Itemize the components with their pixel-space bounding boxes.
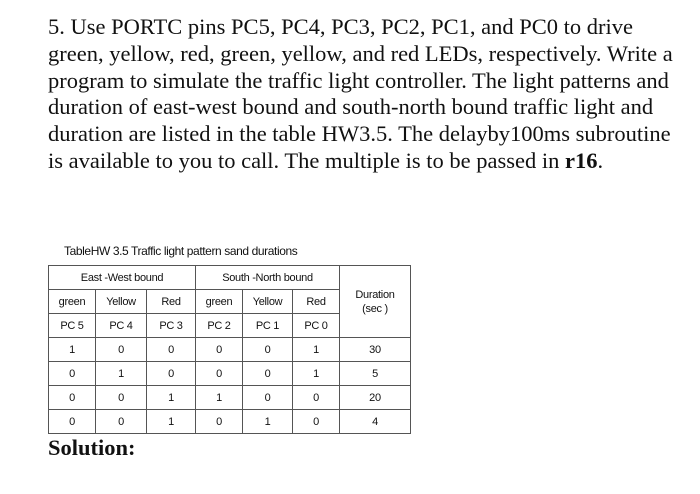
south-north-header: South -North bound: [196, 266, 340, 290]
pin-header: PC 5: [49, 314, 96, 338]
table-cell: 1: [147, 386, 196, 410]
pin-header: PC 2: [196, 314, 243, 338]
duration-cell: 20: [340, 386, 411, 410]
table-cell: 1: [243, 410, 293, 434]
duration-cell: 5: [340, 362, 411, 386]
east-west-header: East -West bound: [49, 266, 196, 290]
table-cell: 1: [49, 338, 96, 362]
table-cell: 1: [293, 362, 340, 386]
table-cell: 1: [196, 386, 243, 410]
table-cell: 0: [147, 362, 196, 386]
traffic-light-table: [48, 265, 411, 434]
pin-header: PC 3: [147, 314, 196, 338]
table-row: [49, 338, 411, 362]
table-cell: 0: [293, 386, 340, 410]
table-cell: 0: [49, 386, 96, 410]
duration-unit: (sec ): [362, 302, 388, 315]
table-cell: 0: [293, 410, 340, 434]
table-row: [49, 386, 411, 410]
table-cell: 0: [96, 386, 147, 410]
color-header: green: [49, 290, 96, 314]
duration-header: [340, 266, 411, 338]
pin-header: PC 0: [293, 314, 340, 338]
solution-label: Solution:: [48, 435, 136, 460]
table-cell: 0: [49, 410, 96, 434]
group-header-row: [49, 266, 411, 290]
problem-statement: [48, 14, 688, 175]
table-cell: 0: [96, 410, 147, 434]
table-cell: 0: [243, 386, 293, 410]
color-header: green: [196, 290, 243, 314]
table-row: [49, 410, 411, 434]
table-row: [49, 362, 411, 386]
table-cell: 1: [147, 410, 196, 434]
table-cell: 0: [96, 338, 147, 362]
color-header: Yellow: [96, 290, 147, 314]
table-cell: 0: [243, 362, 293, 386]
table-cell: 1: [96, 362, 147, 386]
problem-end: .: [597, 147, 604, 173]
table-cell: 0: [196, 338, 243, 362]
table-caption: TableHW 3.5 Traffic light pattern sand durations: [64, 244, 298, 258]
table-cell: 0: [196, 410, 243, 434]
color-header: Yellow: [243, 290, 293, 314]
duration-cell: 4: [340, 410, 411, 434]
table-cell: 0: [243, 338, 293, 362]
color-header: Red: [293, 290, 340, 314]
register-name: r16: [564, 147, 598, 173]
duration-cell: 30: [340, 338, 411, 362]
pin-header: PC 4: [96, 314, 147, 338]
table-cell: 1: [293, 338, 340, 362]
table-cell: 0: [196, 362, 243, 386]
table-cell: 0: [49, 362, 96, 386]
pin-header: PC 1: [243, 314, 293, 338]
color-header: Red: [147, 290, 196, 314]
problem-text: 5. Use PORTC pins PC5, PC4, PC3, PC2, PC1, and PC0 to drive green, yellow, red, green, yellow, and red LEDs, respectively. Write a program to simulate the traffic light controller. The light patterns and duration of east-west bound and south-north bound traffic light and duration are listed in the table HW3.5. The delayby100ms subroutine is available to you to call. The multiple is to be passed in: [48, 14, 673, 173]
table-cell: 0: [147, 338, 196, 362]
duration-label: Duration: [355, 288, 395, 301]
